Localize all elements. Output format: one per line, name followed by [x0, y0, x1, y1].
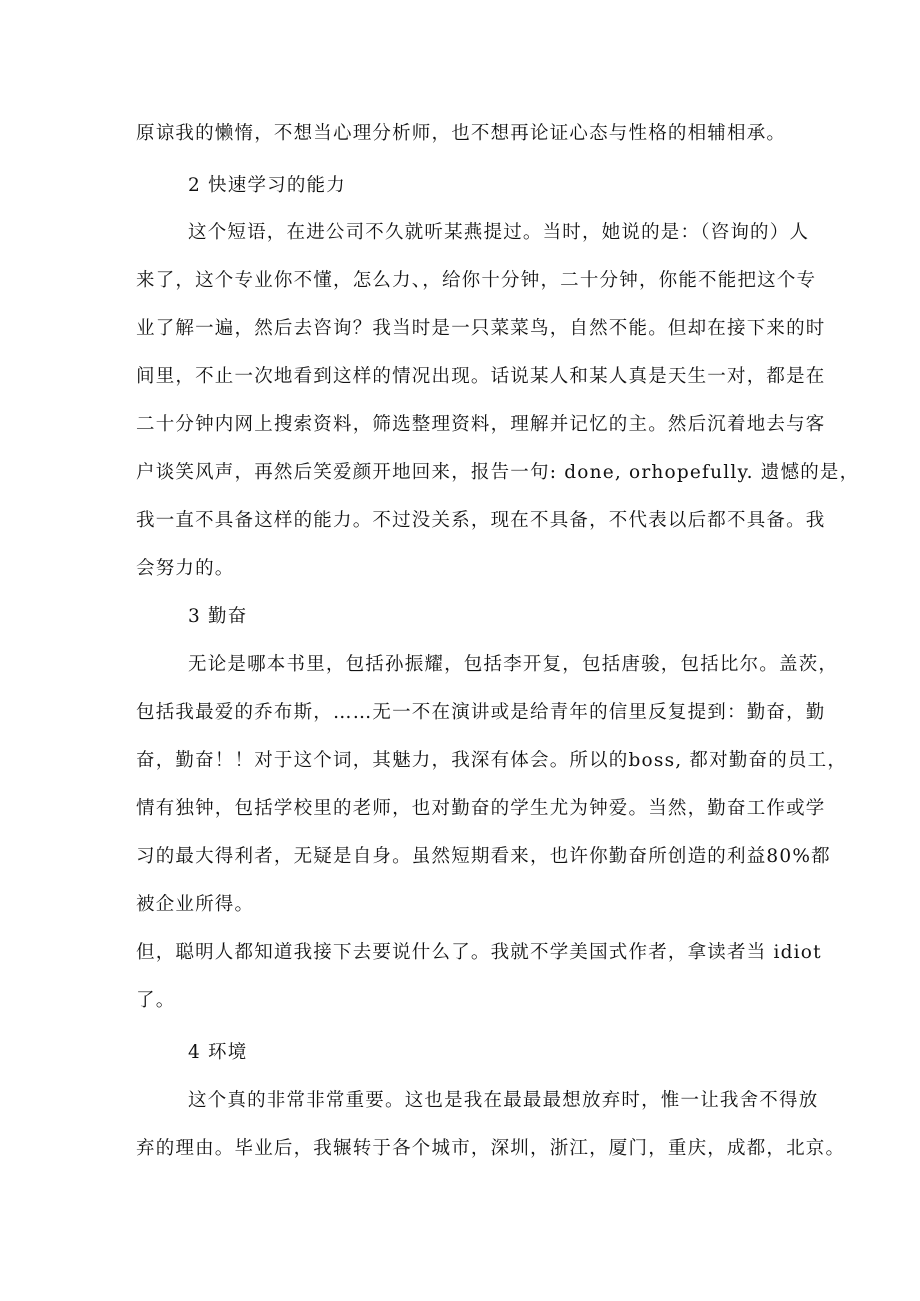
paragraph-line: 这个真的非常非常重要。这也是我在最最最想放弃时，惟一让我舍不得放 — [188, 1090, 819, 1111]
paragraph-line: 无论是哪本书里，包括孙振耀，包括李开复，包括唐骏，包括比尔。盖茨， — [188, 654, 839, 675]
paragraph-line: 二十分钟内网上搜索资料，筛选整理资料，理解并记忆的主。然后沉着地去与客 — [136, 414, 826, 435]
paragraph-line: 会努力的。 — [136, 558, 235, 579]
paragraph-line: 情有独钟，包括学校里的老师，也对勤奋的学生尤为钟爱。当然，勤奋工作或学 — [136, 798, 826, 819]
paragraph-line: 我一直不具备这样的能力。不过没关系，现在不具备，不代表以后都不具备。我 — [136, 510, 826, 531]
paragraph-line: 包括我最爱的乔布斯，……无一不在演讲或是给青年的信里反复提到：勤奋，勤 — [136, 702, 826, 723]
paragraph-line: 户谈笑风声，再然后笑爱颜开地回来，报告一句: done, orhopefully. 遗憾的是， — [136, 462, 860, 483]
paragraph-line: 间里，不止一次地看到这样的情况出现。话说某人和某人真是天生一对，都是在 — [136, 366, 826, 387]
paragraph-line: 弃的理由。毕业后，我辗转于各个城市，深圳，浙江，厦门，重庆，成都，北京。 — [136, 1138, 846, 1159]
section-heading-diligence: 3 勤奋 — [188, 606, 248, 627]
section-heading-environment: 4 环境 — [188, 1042, 248, 1063]
paragraph-line: 习的最大得利者，无疑是自身。虽然短期看来，也许你勤奋所创造的利益80%都 — [136, 846, 831, 867]
paragraph-line: 业了解一遍，然后去咨询？我当时是一只菜菜鸟，自然不能。但却在接下来的时 — [136, 318, 826, 339]
paragraph-line: 被企业所得。 — [136, 894, 255, 915]
paragraph-line: 奋，勤奋！！对于这个词，其魅力，我深有体会。所以的boss, 都对勤奋的员工， — [136, 750, 848, 771]
paragraph-line: 来了，这个专业你不懂，怎么力、，给你十分钟，二十分钟，你能不能把这个专 — [136, 270, 817, 291]
paragraph-line: 这个短语，在进公司不久就听某燕提过。当时，她说的是：（咨询的）人 — [188, 222, 810, 243]
paragraph-line: 了。 — [136, 990, 176, 1011]
section-heading-fast-learning: 2 快速学习的能力 — [188, 175, 346, 196]
paragraph-line: 但，聪明人都知道我接下去要说什么了。我就不学美国式作者，拿读者当 idiot — [136, 942, 822, 963]
paragraph-line: 原谅我的懒惰，不想当心理分析师，也不想再论证心态与性格的相辅相承。 — [136, 123, 787, 144]
